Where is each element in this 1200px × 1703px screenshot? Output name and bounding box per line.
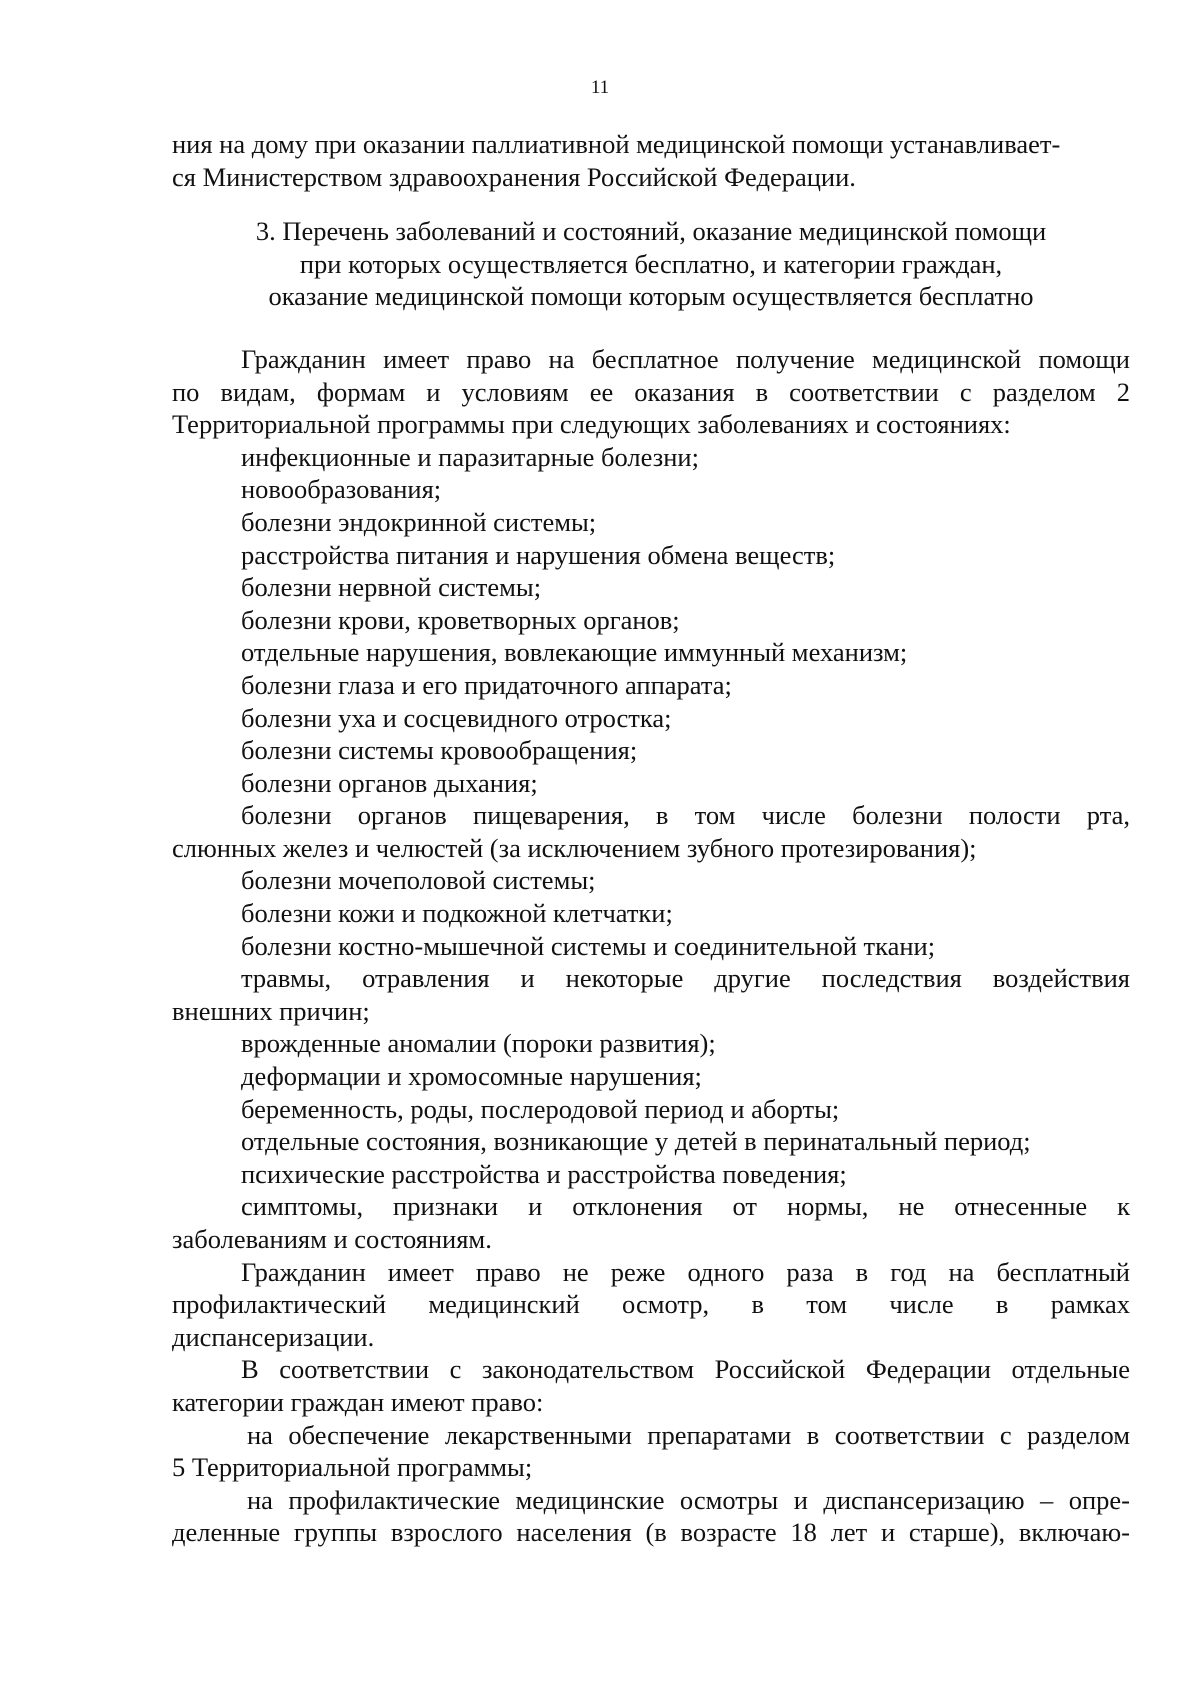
text-line: деленные группы взрослого населения (в возрасте 18 лет и старше), включаю- (172, 1517, 1130, 1548)
paragraph (172, 1353, 1130, 1418)
text-line: категории граждан имеют право: (172, 1386, 544, 1417)
paragraph (172, 1419, 1130, 1484)
list-item: болезни системы кровообращения; (241, 735, 638, 766)
heading-line: при которых осуществляется бесплатно, и категории граждан, (299, 248, 1003, 279)
text-line: Территориальной программы при следующих заболеваниях и состояниях: (172, 409, 1011, 440)
paragraph (172, 1256, 1130, 1354)
text-line: на профилактические медицинские осмотры и диспансеризацию – опре- (247, 1484, 1130, 1515)
list-item: инфекционные и паразитарные болезни; (241, 441, 699, 472)
document-body (172, 128, 1130, 1549)
list-item-continuation: слюнных желез и челюстей (за исключением зубного протезирования); (172, 832, 977, 863)
list-item: отдельные нарушения, вовлекающие иммунный механизм; (241, 637, 908, 668)
text-line: Гражданин имеет право на бесплатное получение медицинской помощи (241, 343, 1130, 374)
list-item: болезни органов пищеварения, в том числе болезни полости рта, (241, 800, 1130, 831)
page-number: 11 (590, 77, 610, 98)
list-item: деформации и хромосомные нарушения; (241, 1061, 702, 1092)
text-line: ния на дому при оказании паллиативной медицинской помощи устанавливает- (172, 129, 1061, 159)
heading-line: оказание медицинской помощи которым осуществляется бесплатно (268, 281, 1034, 312)
text-line: Гражданин имеет право не реже одного раза в год на бесплатный (241, 1256, 1130, 1287)
list-item: болезни эндокринной системы; (241, 506, 597, 537)
text-line: В соответствии с законодательством Российской Федерации отдельные (241, 1354, 1130, 1385)
paragraph (172, 1484, 1130, 1549)
list-item: травмы, отравления и некоторые другие последствия воздействия (241, 963, 1130, 994)
list-item: болезни крови, кроветворных органов; (241, 604, 680, 635)
list-item-continuation: внешних причин; (172, 995, 370, 1026)
list-item: болезни уха и сосцевидного отростка; (241, 702, 672, 733)
paragraph (172, 343, 1130, 441)
list-item-continuation: заболеваниям и состояниям. (172, 1224, 492, 1254)
text-line: ся Министерством здравоохранения Российской Федерации. (172, 161, 856, 192)
text-line: профилактический медицинский осмотр, в том числе в рамках (172, 1289, 1130, 1320)
list-item: болезни глаза и его придаточного аппарата; (241, 669, 732, 700)
heading-line: 3. Перечень заболеваний и состояний, оказание медицинской помощи (255, 216, 1047, 247)
text-line: диспансеризации. (172, 1321, 375, 1352)
list-item: болезни кожи и подкожной клетчатки; (241, 898, 673, 929)
list-item: отдельные состояния, возникающие у детей в перинатальный период; (241, 1126, 1031, 1157)
list-item: врожденные аномалии (пороки развития); (241, 1028, 716, 1059)
list-item: расстройства питания и нарушения обмена веществ; (241, 539, 836, 570)
list-item: психические расстройства и расстройства поведения; (241, 1158, 847, 1189)
list-item: беременность, роды, послеродовой период и аборты; (241, 1093, 840, 1124)
list-item: симптомы, признаки и отклонения от нормы, не отнесенные к (241, 1191, 1130, 1222)
list-item: новообразования; (241, 474, 442, 505)
disease-list (172, 441, 1130, 1256)
text-line: на обеспечение лекарственными препаратами в соответствии с разделом (247, 1419, 1130, 1450)
list-item: болезни костно-мышечной системы и соединительной ткани; (241, 930, 936, 961)
text-line: по видам, формам и условиям ее оказания в соответствии с разделом 2 (172, 376, 1130, 407)
list-item: болезни органов дыхания; (241, 767, 538, 798)
section-heading (172, 215, 1130, 313)
text-line: 5 Территориальной программы; (172, 1452, 533, 1483)
list-item: болезни нервной системы; (241, 572, 542, 603)
list-item: болезни мочеполовой системы; (241, 865, 596, 896)
